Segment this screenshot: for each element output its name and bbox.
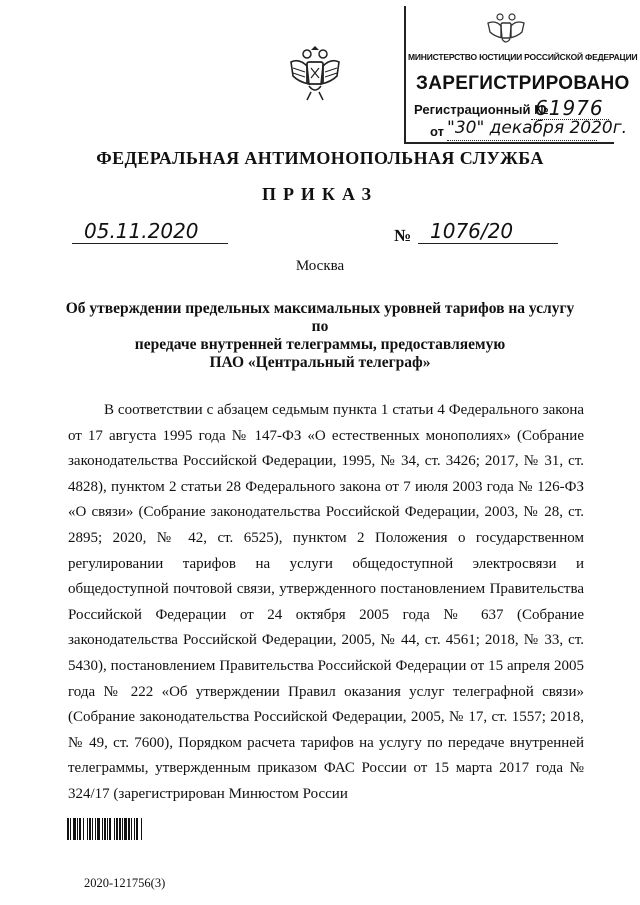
title-line: передаче внутренней телеграммы, предоставляемую xyxy=(134,336,506,353)
document-code: 2020-121756(3) xyxy=(84,876,166,890)
barcode-bar xyxy=(116,818,118,840)
barcode-bar xyxy=(79,818,81,840)
order-date: 05.11.2020 xyxy=(84,219,199,243)
barcode-bar xyxy=(109,818,111,840)
barcode-bar xyxy=(92,818,93,840)
order-number-label: № xyxy=(394,226,412,245)
barcode-bar xyxy=(77,818,78,840)
title-line: Об утверждении предельных максимальных уровней тарифов на услугу по xyxy=(65,300,575,335)
barcode-bar xyxy=(119,818,121,840)
stamp-from-label: от xyxy=(430,124,444,139)
agency-name: ФЕДЕРАЛЬНАЯ АНТИМОНОПОЛЬНАЯ СЛУЖБА xyxy=(96,148,544,168)
barcode-bar xyxy=(67,818,69,840)
barcode-bar xyxy=(124,818,127,840)
barcode-bar xyxy=(95,818,96,840)
coat-of-arms-emblem-icon xyxy=(285,40,345,110)
body-paragraph: В соответствии с абзацем седьмым пункта 1 статьи 4 Федерального закона от 17 августа 1995 года № 147-ФЗ «О естественных монополиях» (Собрание законодательства Российской Федерации, 1995, № 34, ст. 3426; 2017, № 31, ст. 4828), пунктом 2 статьи 28 Федерального закона от 7 июля 2003 года № 126-ФЗ «О связи» (Собрание законодательства Российской Федерации, 2003, № 28, ст. 2895; 2020, № 42, ст. 6525), пунктом 2 Положения о государственном регулировании тарифов на услуги общедоступной электросвязи и общедоступной почтовой связи, утвержденного постановлением Правительства Российской Федерации от 24 октября 2005 года № 637 (Собрание законодательства Российской Федерации, 2005, № 44, ст. 4561; 2018, № 33, ст. 5430), постановлением Правительства Российской Федерации от 15 апреля 2005 года № 222 «Об утверждении Правил оказания услуг телеграфной связи» (Собрание законодательства Российской Федерации, 2005, № 17, ст. 1557; 2018, № 49, ст. 7600), Порядком расчета тарифов на услугу по передаче внутренней телеграммы, утвержденным приказом ФАС России от 15 марта 2017 года № 324/17 (зарегистрирован Минюстом России xyxy=(68,402,584,802)
stamp-regno-value: 61976 xyxy=(535,96,604,120)
barcode-bar xyxy=(83,818,84,840)
barcode-bar xyxy=(136,818,138,840)
barcode-bar xyxy=(89,818,91,840)
stamp-from-underline xyxy=(447,140,597,141)
city: Москва xyxy=(295,258,345,274)
order-number: 1076/20 xyxy=(430,219,514,243)
title-line: ПАО «Центральный телеграф» xyxy=(209,354,431,371)
order-date-underline xyxy=(72,243,228,244)
barcode-bar xyxy=(107,818,108,840)
stamp-regno-label: Регистрационный № xyxy=(414,102,549,117)
stamp-ministry-name: МИНИСТЕРСТВО ЮСТИЦИИ РОССИЙСКОЙ ФЕДЕРАЦИИ xyxy=(408,52,638,62)
barcode-bar xyxy=(87,818,88,840)
document-type: ПРИКАЗ xyxy=(261,184,379,204)
barcode-bar xyxy=(134,818,135,840)
barcode-bar xyxy=(97,818,100,840)
barcode-bar xyxy=(102,818,103,840)
barcode-bar xyxy=(114,818,115,840)
barcode-bar xyxy=(104,818,106,840)
barcode-icon xyxy=(67,818,168,840)
stamp-from-value: "30" декабря 2020г. xyxy=(447,118,628,138)
barcode-bar xyxy=(73,818,76,840)
order-number-underline xyxy=(418,243,558,244)
barcode-bar xyxy=(131,818,132,840)
order-title xyxy=(60,300,580,372)
stamp-registered-label: ЗАРЕГИСТРИРОВАНО xyxy=(416,73,630,94)
barcode-bar xyxy=(141,818,142,840)
barcode-bar xyxy=(128,818,130,840)
barcode-bar xyxy=(122,818,123,840)
stamp-emblem-icon xyxy=(484,8,528,48)
barcode-bar xyxy=(70,818,71,840)
